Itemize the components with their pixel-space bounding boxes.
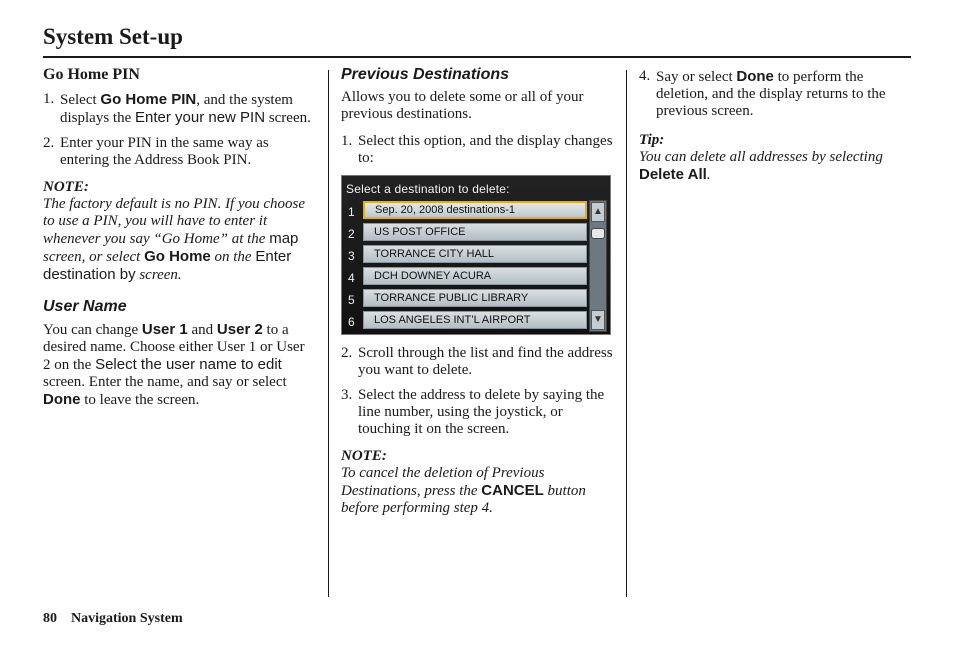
ui-term-select-user-name: Select the user name to edit [95,356,282,373]
destination-item[interactable]: DCH DOWNEY ACURA [363,267,587,285]
page-footer [43,611,183,627]
ui-term-map: map [269,230,299,247]
column-divider-1 [328,70,329,597]
destination-item-selected[interactable]: Sep. 20, 2008 destinations-1 [363,201,587,219]
go-home-pin-steps [43,91,315,169]
ui-term-delete-all: Delete All [639,166,707,183]
note-label: NOTE: [43,179,89,195]
body-fragment: screen. Enter the name, and say or select [43,374,287,390]
ui-term-cancel: CANCEL [481,482,544,499]
step-2 [43,135,315,169]
row-number: 5 [348,293,355,307]
row-number: 1 [348,205,355,219]
section-heading-user-name: User Name [43,298,127,315]
step-number: 2. [341,345,353,361]
ui-term-user-1: User 1 [141,321,188,338]
scroll-up-arrow-icon[interactable]: ▲ [591,202,605,222]
note-text [43,196,315,284]
body-fragment: to a desired name. Choose either User 1 or User 2 on the [43,322,305,373]
tip-label: Tip: [639,132,665,148]
title-rule [43,56,911,58]
section-heading-previous-destinations: Previous Destinations [341,66,510,83]
step-text: Select this option, and the display changes to: [358,133,613,166]
intro-text: Allows you to delete some or all of your previous destinations. [341,89,584,122]
step-text: Say or select [656,69,737,85]
step-text: Enter your PIN in the same way as entering the Address Book PIN. [60,135,269,168]
step-number: 3. [341,387,353,403]
note-fragment: button before performing step 4. [341,483,586,516]
step-3 [341,387,615,438]
note-label: NOTE: [341,448,387,464]
screen-header: Select a destination to delete: [346,182,510,196]
step-text: screen. [265,110,311,126]
ui-term-done: Done [736,68,774,85]
footer-label: Navigation System [71,611,183,626]
list-scrollbar[interactable] [589,200,607,332]
step-text: Select [60,92,101,108]
tip-text [639,149,911,184]
step-2 [341,345,615,379]
ui-term-user-2: User 2 [216,321,263,338]
destination-delete-screen [341,175,611,335]
note-fragment: screen, or select [43,249,145,265]
ui-term-done: Done [43,391,81,408]
previous-destinations-steps-end [639,68,911,120]
user-name-text [43,321,315,409]
step-number: 1. [341,133,353,149]
note-fragment: The factory default is no PIN. If you choose to use a PIN, you will have to enter it whenever you say “Go Home” at the [43,196,306,247]
row-number: 3 [348,249,355,263]
section-heading-go-home-pin: Go Home PIN [43,66,140,83]
tip-fragment: You can delete all addresses by selecting [639,149,883,165]
ui-term-enter-destination-by: Enter destination by [43,248,292,283]
step-text: to perform the deletion, and the display returns to the previous screen. [656,69,886,119]
step-1 [341,133,615,167]
step-4 [639,68,911,120]
page-title: System Set-up [43,24,183,49]
note-fragment: on the [210,249,256,265]
destination-item[interactable]: TORRANCE PUBLIC LIBRARY [363,289,587,307]
body-fragment: You can change [43,322,142,338]
column-divider-2 [626,70,627,597]
ui-term-enter-your-new-pin: Enter your new PIN [135,109,266,126]
step-text: Scroll through the list and find the address you want to delete. [358,345,613,378]
row-number: 2 [348,227,355,241]
step-number: 4. [639,68,651,84]
note-fragment: To cancel the deletion of Previous Destinations, press the [341,465,545,499]
tip-fragment: . [706,167,711,183]
step-text: , and the system displays the [60,92,293,126]
previous-destinations-steps [341,133,615,167]
body-fragment: and [187,322,217,338]
note-text [341,465,615,517]
destination-item[interactable]: US POST OFFICE [363,223,587,241]
step-number: 2. [43,135,55,151]
step-number: 1. [43,91,55,107]
step-1 [43,91,315,127]
row-number: 4 [348,271,355,285]
ui-term-go-home: Go Home [144,248,211,265]
scroll-down-arrow-icon[interactable]: ▼ [591,310,605,330]
row-number: 6 [348,315,355,329]
destination-item[interactable]: LOS ANGELES INT’L AIRPORT [363,311,587,329]
body-fragment: to leave the screen. [80,392,200,408]
column-1 [43,66,315,417]
column-3 [639,66,911,184]
previous-destinations-steps-cont [341,345,615,438]
column-2 [341,66,615,517]
destination-item[interactable]: TORRANCE CITY HALL [363,245,587,263]
page-number: 80 [43,611,57,626]
ui-term-go-home-pin: Go Home PIN [100,91,197,108]
scroll-thumb[interactable] [591,228,605,239]
step-text: Select the address to delete by saying the line number, using the joystick, or touching it on the screen. [358,387,605,437]
note-fragment: screen. [135,267,182,283]
